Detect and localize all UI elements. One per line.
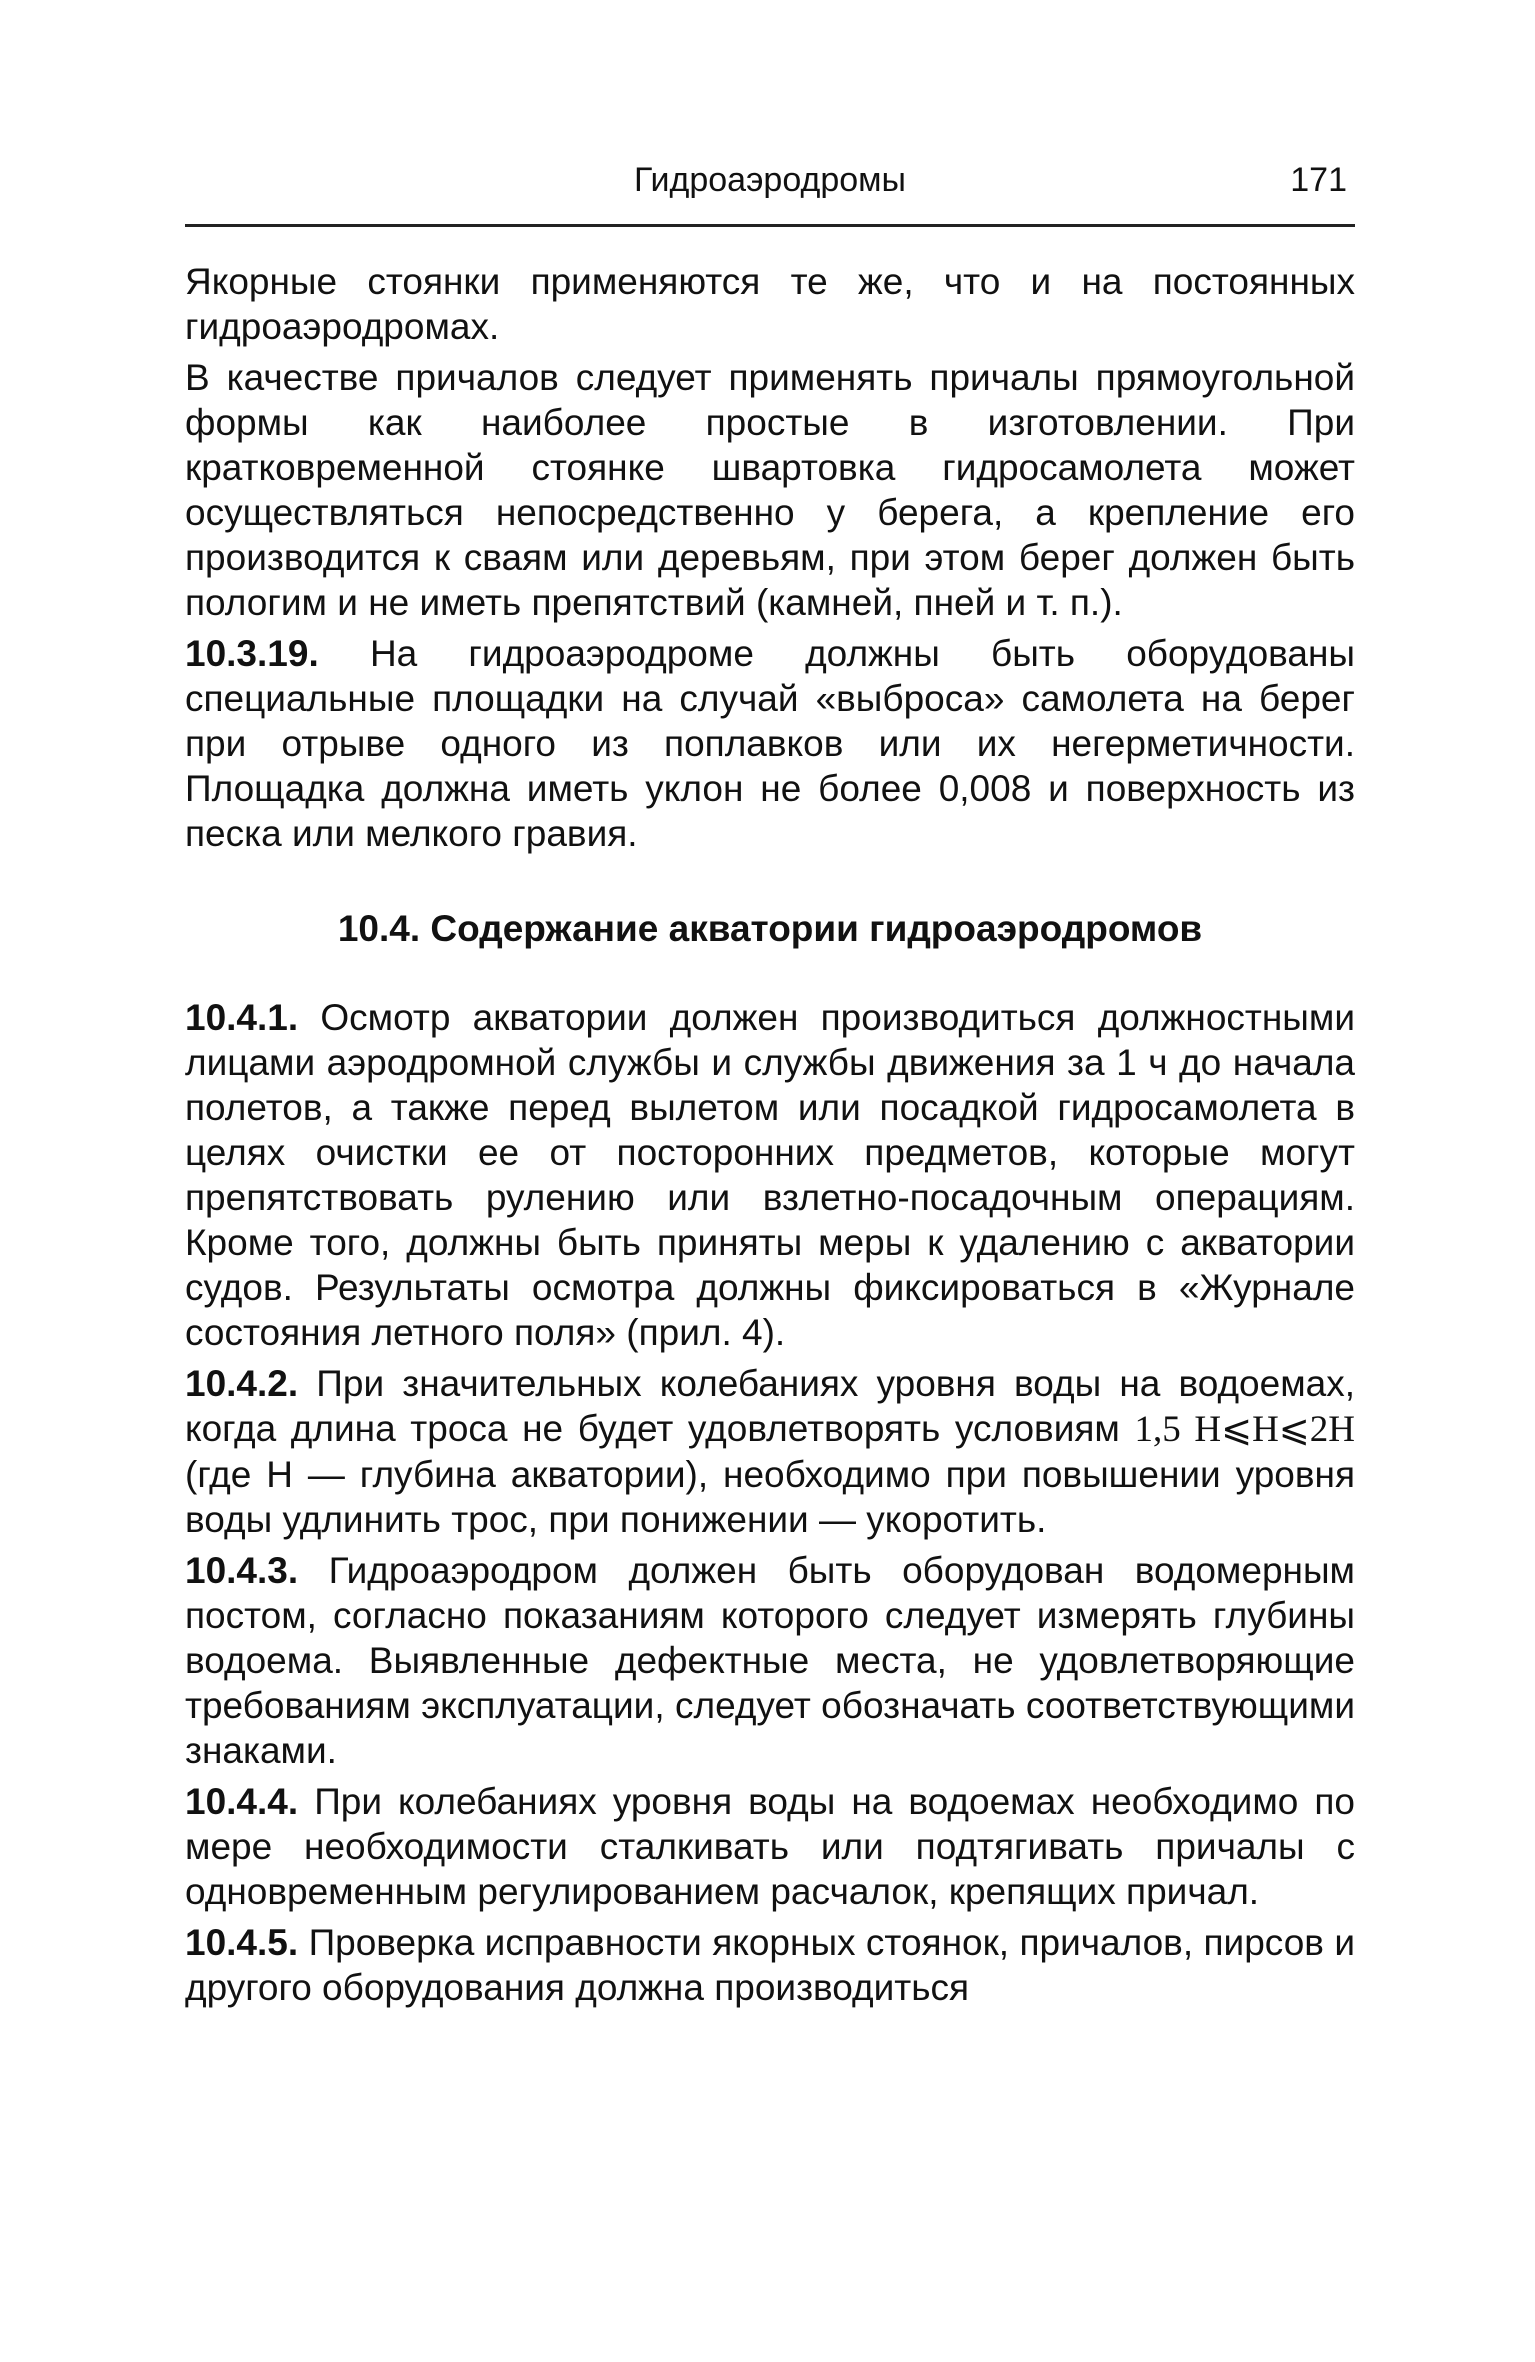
running-title: Гидроаэродромы — [634, 161, 906, 199]
paragraph — [185, 995, 1355, 1355]
item-number: 10.4.1. — [185, 997, 299, 1038]
paragraph-text: Проверка исправности якорных стоянок, причалов, пирсов и другого оборудования должна производиться — [185, 1922, 1355, 2008]
item-number: 10.4.3. — [185, 1550, 299, 1591]
paragraph — [185, 1779, 1355, 1914]
item-number: 10.4.4. — [185, 1781, 299, 1822]
paragraph-text: Осмотр акватории должен производиться должностными лицами аэродромной службы и службы движения за 1 ч до начала полетов, а также перед вылетом или посадкой гидросамолета в целях очистки ее от посторонних предметов, которые могут препятствовать рулению или взлетно-посадочным операциям. Кроме того, должны быть приняты меры к удалению с акватории судов. Результаты осмотра должны фиксироваться в «Журнале состояния летного поля» (прил. 4). — [185, 997, 1355, 1353]
paragraph-text: При колебаниях уровня воды на водоемах необходимо по мере необходимости сталкивать или подтягивать причалы с одновременным регулированием расчалок, крепящих причал. — [185, 1781, 1355, 1912]
paragraph — [185, 355, 1355, 625]
document-page — [185, 150, 1355, 2016]
paragraph-text: В качестве причалов следует применять причалы прямоугольной формы как наиболее простые в изготовлении. При кратковременной стоянке швартовка гидросамолета может осуществляться непосредственно у берега, а крепление его производится к сваям или деревьям, при этом берег должен быть пологим и не иметь препятствий (камней, пней и т. п.). — [185, 357, 1355, 623]
paragraph — [185, 1920, 1355, 2010]
item-number: 10.4.2. — [185, 1363, 299, 1404]
body-text — [185, 259, 1355, 2010]
item-number: 10.3.19. — [185, 633, 319, 674]
paragraph — [185, 631, 1355, 856]
page-number: 171 — [1290, 161, 1347, 199]
paragraph-text: На гидроаэродроме должны быть оборудованы специальные площадки на случай «выброса» самолета на берег при отрыве одного из поплавков или их негерметичности. Площадка должна иметь уклон не более 0,008 и поверхность из песка или мелкого гравия. — [185, 633, 1355, 854]
paragraph — [185, 259, 1355, 349]
formula: 1,5 H⩽H⩽2H — [1134, 1409, 1356, 1450]
paragraph-text: Гидроаэродром должен быть оборудован водомерным постом, согласно показаниям которого следует измерять глубины водоема. Выявленные дефектные места, не удовлетворяющие требованиям эксплуатации, следует обозначать соответствующими знаками. — [185, 1550, 1355, 1771]
paragraph-text: Якорные стоянки применяются те же, что и на постоянных гидроаэродромах. — [185, 261, 1355, 347]
item-number: 10.4.5. — [185, 1922, 299, 1963]
paragraph — [185, 1548, 1355, 1773]
running-header — [185, 150, 1355, 210]
paragraph-text: При значительных колебаниях уровня воды на водоемах, когда длина троса не будет удовлетворять условиям — [185, 1363, 1356, 1449]
paragraph-text: (где H — глубина акватории), необходимо при повышении уровня воды удлинить трос, при понижении — укоротить. — [185, 1454, 1355, 1540]
paragraph — [185, 1361, 1355, 1542]
section-heading: 10.4. Содержание акватории гидроаэродромов — [337, 908, 1203, 949]
header-rule — [185, 224, 1355, 227]
